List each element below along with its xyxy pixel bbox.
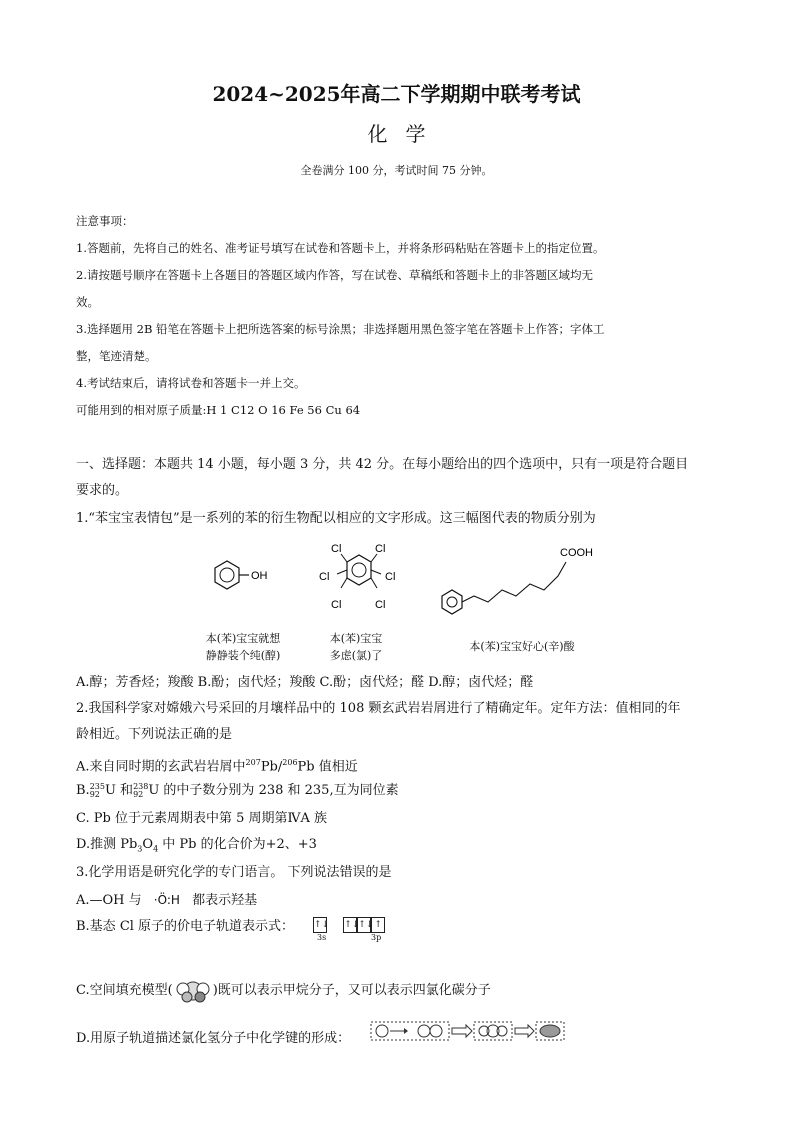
caption-2-line: 本(苯)宝宝 [329,632,383,645]
cooh-label: COOH [560,547,593,559]
opt-text: 中 Pb 的化合价为+2、+3 [158,837,317,852]
opt-text: D.推测 Pb [76,837,138,852]
cl-label: Cl [331,543,342,555]
notes-heading: 注意事项： [76,214,134,228]
opt-text: A.来自同时期的玄武岩岩屑中 [76,759,246,775]
opt-text: U 和 [104,783,134,798]
opt-text: C.空间填充模型( [76,983,173,998]
q2-option-c: C. Pb 位于元素周期表中第 5 周期第ⅣA 族 [76,811,327,826]
q3-stem: 3.化学用语是研究化学的专门语言。 下列说法错误的是 [76,865,392,880]
hexachlorobenzene-structure [313,538,405,614]
orbital-label: 3s [317,933,327,942]
notes-item: 3.选择题用 2B 铅笔在答题卡上把所选答案的标号涂黑；非选择题用黑色签字笔在答题卡上作答；字体工 [76,322,605,336]
opt-text: B. [76,783,90,798]
q3-option-b [76,914,294,939]
caption-1-line: 静静装个纯(醇) [205,649,281,662]
phenol-structure [205,556,275,600]
q2-stem-cont: 龄相近。下列说法正确的是 [76,727,233,742]
atomic-masses: 可能用到的相对原子质量:H 1 C12 O 16 Fe 56 Cu 64 [76,403,361,417]
q2-option-b [76,778,399,803]
hydroxyl-electron-formula: ·Ö:H [153,893,180,907]
opt-text: A.—OH 与 [76,893,142,908]
orbital-box: ↑↓ [357,917,371,933]
mass-number: 207 [245,758,261,767]
notes-item: 效。 [76,295,99,309]
opt-text: Pb/ [260,759,283,775]
orbital-box: ↑ [371,917,385,933]
caption-2-line: 多虑(氯)了 [329,649,383,662]
phenyloctanoic-acid-structure [436,540,606,616]
q3-option-d: D.用原子轨道描述氯化氢分子中化学键的形成： [76,1031,351,1046]
q2-stem: 2.我国科学家对嫦娥六号采回的月壤样品中的 108 颗玄武岩岩屑进行了精确定年。定年方法：值相同的年 [76,701,681,716]
notes-item: 4.考试结束后，请将试卷和答题卡一并上交。 [76,376,306,390]
section-intro-cont: 要求的。 [76,483,129,498]
mass-number: 238 [133,781,149,791]
caption-1-line: 本(苯)宝宝就想 [205,632,281,645]
cl-label: Cl [319,571,330,583]
exam-title: 2024~2025年高二下学期期中联考考试 [212,82,581,106]
orbital-box: ↑↓ [343,917,357,933]
opt-text: Pb 值相近 [297,759,358,775]
cl-label: Cl [331,599,342,611]
opt-text: B.基态 Cl 原子的价电子轨道表示式： [76,919,295,934]
cl-label: Cl [375,599,386,611]
notes-block [76,208,736,424]
atomic-number: 92 [89,789,100,799]
caption-3: 本(苯)宝宝好心(辛)酸 [469,640,575,653]
q3-option-a [76,888,257,913]
cl-label: Cl [375,543,386,555]
opt-text: O [142,837,154,852]
atomic-number: 92 [133,789,144,799]
notes-item: 整，笔迹清楚。 [76,349,157,363]
subscript: 4 [153,844,159,854]
notes-item: 2.请按题号顺序在答题卡上各题目的答题区域内作答，写在试卷、草稿纸和答题卡上的非答题区域均无 [76,268,593,282]
q3-option-c [76,978,491,1003]
q1-options: A.醇；芳香烃；羧酸 B.酚；卤代烃；羧酸 C.酚；卤代烃；醛 D.醇；卤代烃；醛 [76,675,534,690]
opt-text: )既可以表示甲烷分子，又可以表示四氯化碳分子 [212,983,491,998]
q1-stem: 1.“苯宝宝表情包”是一系列的苯的衍生物配以相应的文字形成。这三幅图代表的物质分别为 [76,511,596,526]
orbital-diagram [313,914,385,943]
mass-number: 206 [282,758,298,767]
notes-item: 1.答题前，先将自己的姓名、准考证号填写在试卷和答题卡上，并将条形码粘贴在答题卡上的指定位置。 [76,241,605,255]
subscript: 3 [137,844,143,854]
section-intro: 一、选择题：本题共 14 小题，每小题 3 分，共 42 分。在每小题给出的四个选项中，只有一项是符合题目 [76,457,689,472]
opt-text: U 的中子数分别为 238 和 235,互为同位素 [148,783,399,798]
score-info: 全卷满分 100 分，考试时间 75 分钟。 [300,164,493,177]
hcl-orbital-overlap-diagram [370,1020,566,1042]
phenol-oh-label: OH [251,570,268,582]
mass-number: 235 [89,781,105,791]
opt-text: 都表示羟基 [192,893,258,908]
orbital-label: 3p [371,933,382,942]
cl-label: Cl [385,571,396,583]
caption-2 [306,630,406,664]
q2-option-a [76,750,358,779]
space-filling-model-image [173,979,213,1003]
subject-title: 化学 [367,122,444,146]
q2-option-d [76,832,317,862]
caption-1 [188,630,298,664]
orbital-box: ↑↓ [313,917,327,933]
